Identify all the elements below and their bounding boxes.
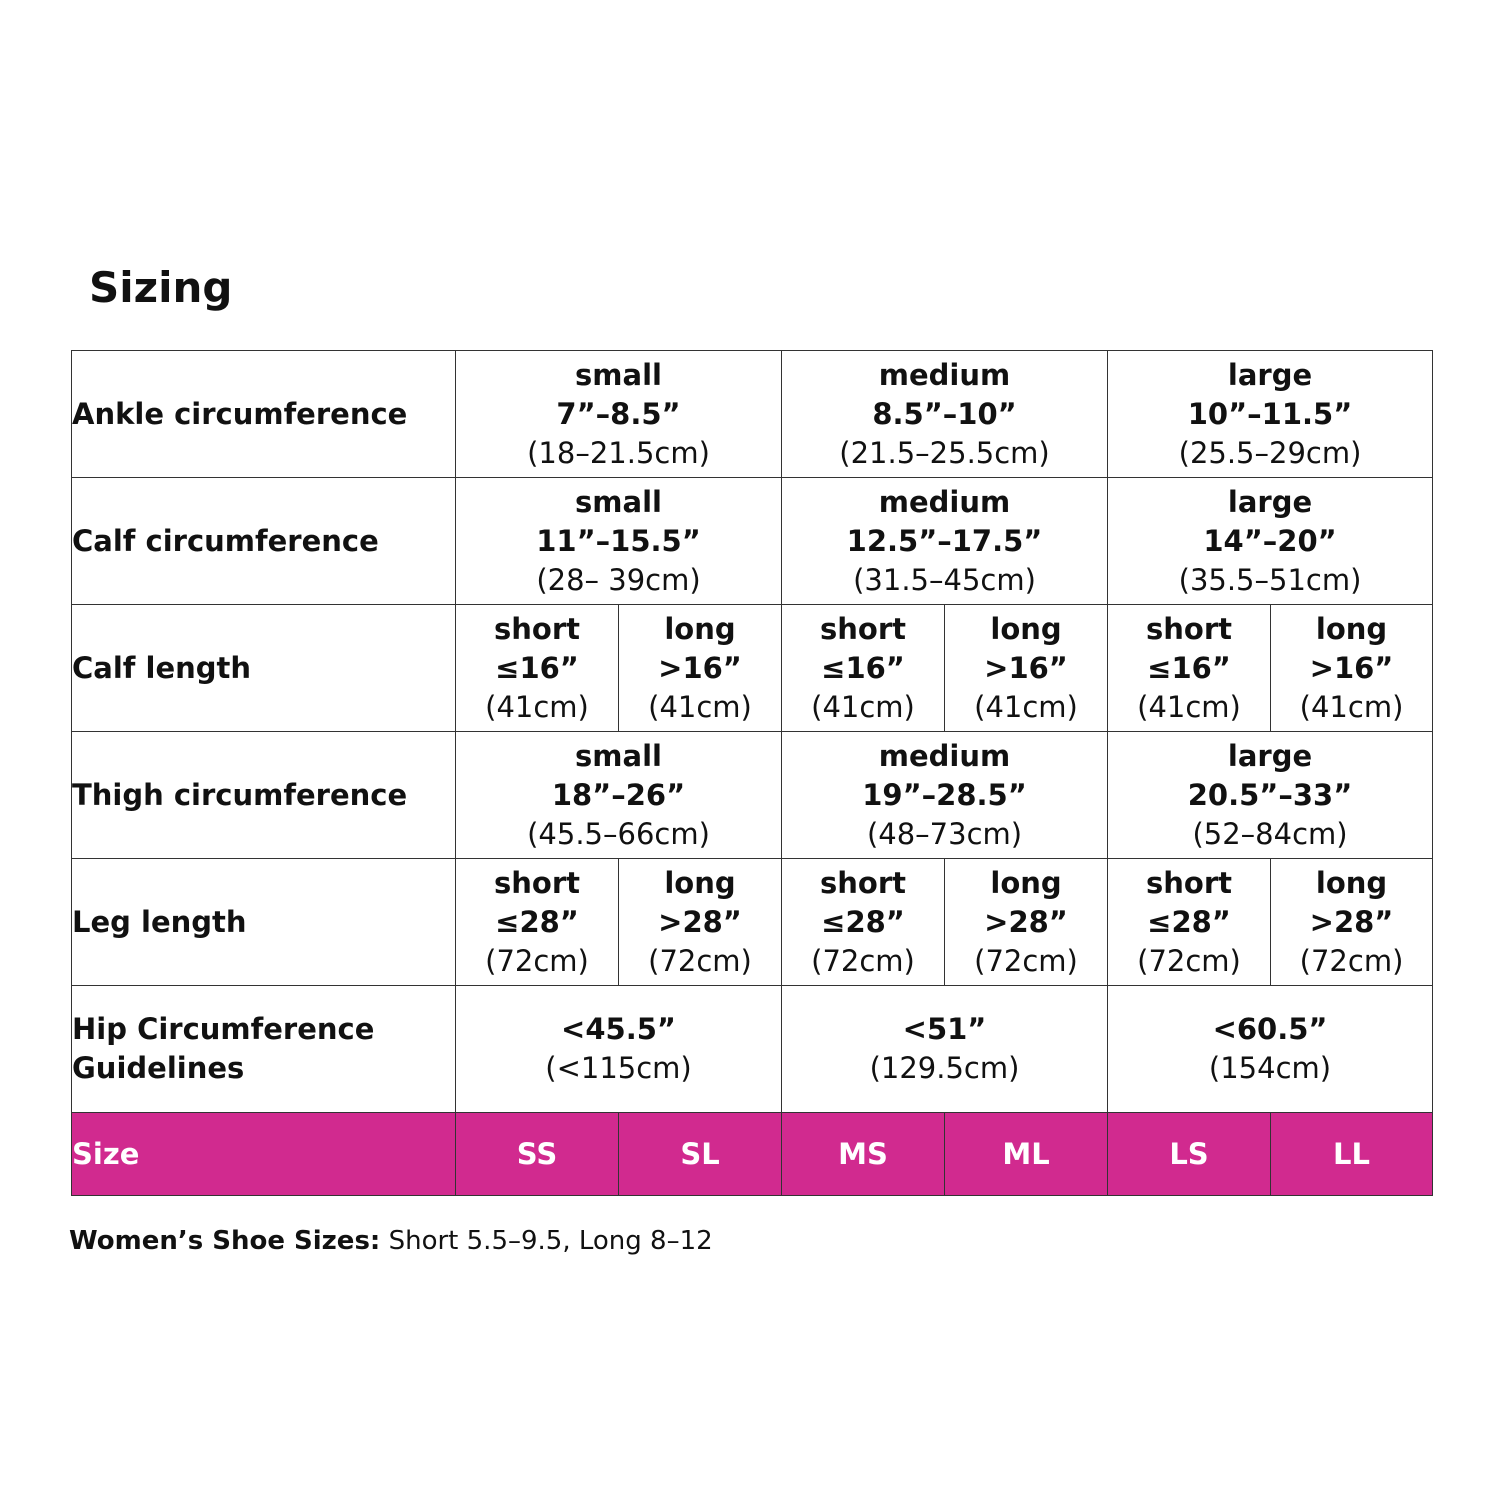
table-row-size <box>72 1113 1433 1196</box>
table-row-calf-length <box>72 605 1433 732</box>
size-code-ms: MS <box>782 1113 945 1196</box>
row-label-hip: Hip Circumference Guidelines <box>72 986 456 1113</box>
size-code-ll: LL <box>1271 1113 1433 1196</box>
leg-length-cell-ll: long >28” (72cm) <box>1271 859 1433 986</box>
table-row-hip <box>72 986 1433 1113</box>
hip-cell-small: <45.5” (<115cm) <box>456 986 782 1113</box>
ankle-cell-medium: medium 8.5”–10” (21.5–25.5cm) <box>782 351 1108 478</box>
row-label-calf-length: Calf length <box>72 605 456 732</box>
table-row-calf <box>72 478 1433 605</box>
size-code-ss: SS <box>456 1113 619 1196</box>
shoe-size-note-label: Women’s Shoe Sizes: <box>69 1226 381 1256</box>
hip-cell-medium: <51” (129.5cm) <box>782 986 1108 1113</box>
leg-length-cell-ms: short ≤28” (72cm) <box>782 859 945 986</box>
size-code-ml: ML <box>945 1113 1108 1196</box>
row-label-thigh: Thigh circumference <box>72 732 456 859</box>
ankle-cell-large: large 10”–11.5” (25.5–29cm) <box>1108 351 1433 478</box>
hip-cell-large: <60.5” (154cm) <box>1108 986 1433 1113</box>
leg-length-cell-ml: long >28” (72cm) <box>945 859 1108 986</box>
ankle-cell-small: small 7”–8.5” (18–21.5cm) <box>456 351 782 478</box>
calf-length-cell-ll: long >16” (41cm) <box>1271 605 1433 732</box>
table-row-leg-length <box>72 859 1433 986</box>
table-row-ankle <box>72 351 1433 478</box>
calf-cell-small: small 11”–15.5” (28– 39cm) <box>456 478 782 605</box>
calf-length-cell-ls: short ≤16” (41cm) <box>1108 605 1271 732</box>
table-row-thigh <box>72 732 1433 859</box>
calf-length-cell-ml: long >16” (41cm) <box>945 605 1108 732</box>
row-label-leg-length: Leg length <box>72 859 456 986</box>
leg-length-cell-ls: short ≤28” (72cm) <box>1108 859 1271 986</box>
row-label-ankle: Ankle circumference <box>72 351 456 478</box>
shoe-size-note <box>69 1224 713 1258</box>
thigh-cell-medium: medium 19”–28.5” (48–73cm) <box>782 732 1108 859</box>
calf-length-cell-sl: long >16” (41cm) <box>619 605 782 732</box>
calf-cell-medium: medium 12.5”–17.5” (31.5–45cm) <box>782 478 1108 605</box>
shoe-size-note-text: Short 5.5–9.5, Long 8–12 <box>380 1226 713 1256</box>
size-code-ls: LS <box>1108 1113 1271 1196</box>
page-title: Sizing <box>89 263 233 312</box>
row-label-calf: Calf circumference <box>72 478 456 605</box>
leg-length-cell-sl: long >28” (72cm) <box>619 859 782 986</box>
leg-length-cell-ss: short ≤28” (72cm) <box>456 859 619 986</box>
thigh-cell-large: large 20.5”–33” (52–84cm) <box>1108 732 1433 859</box>
size-code-sl: SL <box>619 1113 782 1196</box>
thigh-cell-small: small 18”–26” (45.5–66cm) <box>456 732 782 859</box>
sizing-table <box>71 350 1433 1196</box>
calf-cell-large: large 14”–20” (35.5–51cm) <box>1108 478 1433 605</box>
calf-length-cell-ss: short ≤16” (41cm) <box>456 605 619 732</box>
row-label-size: Size <box>72 1113 456 1196</box>
calf-length-cell-ms: short ≤16” (41cm) <box>782 605 945 732</box>
